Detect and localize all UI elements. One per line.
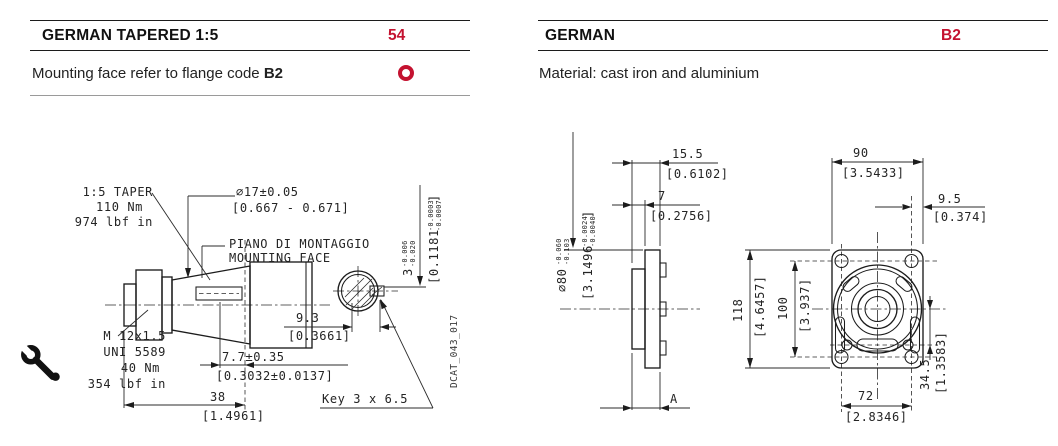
dim-100-mm (776, 297, 790, 320)
svg-text:[3.937]: [3.937] (798, 278, 812, 333)
mounting-face-en: MOUNTING FACE (229, 251, 331, 265)
dim-72-mm: 72 (858, 389, 874, 403)
dim-118-in (753, 275, 767, 338)
svg-text:[0.1181: [0.1181 (427, 229, 441, 284)
page-number: 54 (388, 26, 406, 44)
mounting-face-note (30, 51, 470, 95)
svg-text:[4.6457]: [4.6457] (753, 275, 767, 338)
material-note (538, 51, 1048, 95)
svg-text:DCAT_043_017: DCAT_043_017 (449, 314, 460, 388)
dim-90-in: [3.5433] (842, 166, 905, 180)
doc-code (449, 315, 460, 388)
dim-9-3-mm: 9.3 (296, 311, 320, 325)
dia17-mm: ⌀17±0.05 (236, 185, 299, 199)
svg-text:-0.0040: -0.0040 (589, 216, 597, 247)
dim-7-in: [0.2756] (650, 209, 713, 223)
dim-38-mm: 38 (210, 390, 226, 404)
svg-text:[3.1496: [3.1496 (581, 245, 595, 300)
dim-9-3-in: [0.3661] (288, 329, 351, 343)
shaft-drawing (20, 108, 520, 446)
key-height-mm (401, 241, 417, 277)
dia80-in (581, 210, 597, 300)
flange-code: B2 (941, 26, 961, 44)
mounting-face-it: PIANO DI MONTAGGIO (229, 237, 370, 251)
dim-15-5-mm: 15.5 (672, 147, 704, 161)
svg-text:]: ] (427, 194, 441, 202)
nut-standard: UNI 5589 (103, 345, 166, 359)
svg-text:-0.060: -0.060 (555, 238, 563, 265)
key-height-in (427, 194, 443, 284)
svg-text:118: 118 (731, 298, 745, 322)
taper-torque-nm: 110 Nm (96, 200, 143, 214)
svg-text:-0.006: -0.006 (401, 240, 409, 267)
divider (30, 95, 470, 96)
shaft-title: GERMAN TAPERED 1:5 (42, 26, 219, 44)
taper-label: 1:5 TAPER (82, 185, 153, 199)
svg-text:]: ] (581, 210, 595, 218)
dim-9-5-in: [0.374] (933, 210, 988, 224)
shaft-panel (30, 20, 470, 96)
material-text: Material: cast iron and aluminium (539, 64, 760, 82)
dim-7-mm: 7 (658, 189, 666, 203)
taper-torque-lbf: 974 lbf in (74, 215, 153, 229)
flange-title: GERMAN (545, 26, 616, 44)
flange-ring-icon (398, 65, 414, 81)
nut-torque-lbf: 354 lbf in (87, 377, 166, 391)
wrench-icon (20, 341, 62, 386)
dia80-leader (564, 132, 643, 250)
svg-text:-0.0024: -0.0024 (581, 216, 589, 247)
dim-118-mm (731, 299, 745, 322)
flange-code-ref: B2 (263, 64, 283, 82)
dia17-in: [0.667 - 0.671] (232, 201, 350, 215)
flange-header (538, 21, 1048, 50)
svg-text:-0.020: -0.020 (409, 240, 417, 267)
dim-9-5-mm: 9.5 (938, 192, 962, 206)
dia80-mm (555, 239, 571, 293)
svg-text:[1.3583]: [1.3583] (934, 331, 948, 394)
section-a-label: A (670, 392, 678, 406)
svg-text:-0.103: -0.103 (563, 238, 571, 265)
dim-15-5-in: [0.6102] (666, 167, 729, 181)
svg-text:34.5: 34.5 (918, 358, 932, 390)
key-size-label: Key 3 x 6.5 (322, 392, 409, 406)
dim-100-in (798, 278, 812, 333)
dim-38-in: [1.4961] (202, 409, 265, 423)
flange-panel (538, 20, 1048, 95)
svg-text:-0.0003: -0.0003 (427, 200, 435, 231)
flange-drawing (535, 105, 1058, 446)
dim-34-5-mm (918, 359, 932, 390)
svg-text:⌀80: ⌀80 (555, 268, 569, 292)
svg-text:-0.0007: -0.0007 (435, 200, 443, 231)
dim-34-5-in (934, 331, 948, 394)
nut-torque-nm: 40 Nm (120, 361, 160, 375)
svg-text:100: 100 (776, 296, 790, 320)
dim-90-mm: 90 (853, 146, 869, 160)
mounting-face-label: Mounting face refer to flange code (32, 64, 264, 82)
dim-7-7-mm: 7.7±0.35 (222, 350, 285, 364)
dim-72-in: [2.8346] (845, 410, 908, 424)
mounting-face-text (30, 65, 283, 82)
dim-7-7-in: [0.3032±0.0137] (216, 369, 334, 383)
svg-text:3: 3 (401, 268, 415, 276)
nut-thread: M 12x1.5 (103, 329, 166, 343)
shaft-header (30, 21, 470, 50)
